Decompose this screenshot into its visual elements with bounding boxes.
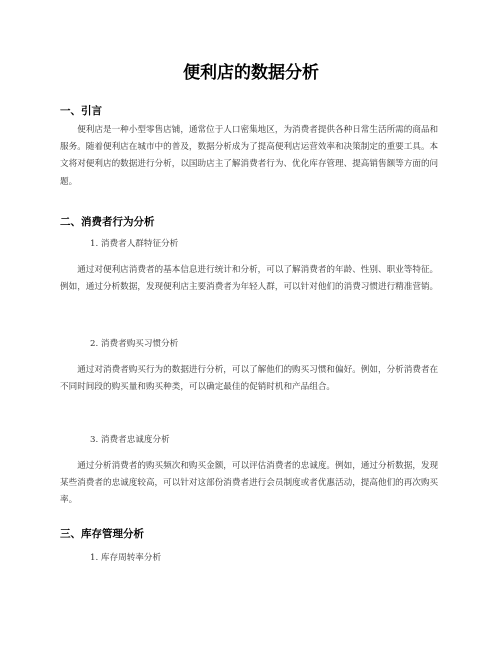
section-heading-intro: 一、引言 [60,105,102,117]
section-heading-inventory: 三、库存管理分析 [60,528,144,540]
purchase-habits-paragraph: 通过对消费者购买行为的数据进行分析，可以了解他们的购买习惯和偏好。例如，分析消费者在不同时间段的购买量和购买种类，可以确定最佳的促销时机和产品组合。 [60,365,439,393]
section-heading-consumer-behavior: 二、消费者行为分析 [60,216,155,228]
subsection-label-demographics: 1. 消费者人群特征分析 [90,239,179,249]
intro-paragraph: 便利店是一种小型零售店铺，通常位于人口密集地区，为消费者提供各种日常生活所需的商品和服务。随着便利店在城市中的普及，数据分析成为了提高便利店运营效率和决策制定的重要工具。本文将对便利店的数据进行分析，以国助店主了解消费者行为、优化库存管理、提高销售额等方面的问题。 [60,125,439,187]
subsection-label-turnover: 1. 库存周转率分析 [90,553,162,563]
subsection-label-loyalty: 3. 消费者忠诚度分析 [90,435,170,445]
document-title: 便利店的数据分析 [183,63,319,83]
loyalty-paragraph: 通过分析消费者的购买频次和购买金额，可以评估消费者的忠诚度。例如，通过分析数据，发现某些消费者的忠诚度较高，可以针对这部份消费者进行会员制度或者优惠活动，提高他们的再次购买率。 [60,461,439,506]
demographics-paragraph: 通过对便利店消费者的基本信息进行统计和分析，可以了解消费者的年龄、性别、职业等特征。例如，通过分析数据，发现便利店主要消费者为年轻人群，可以针对他们的消费习惯进行精准营销。 [60,265,439,293]
subsection-label-purchase-habits: 2. 消费者购买习惯分析 [90,339,179,349]
